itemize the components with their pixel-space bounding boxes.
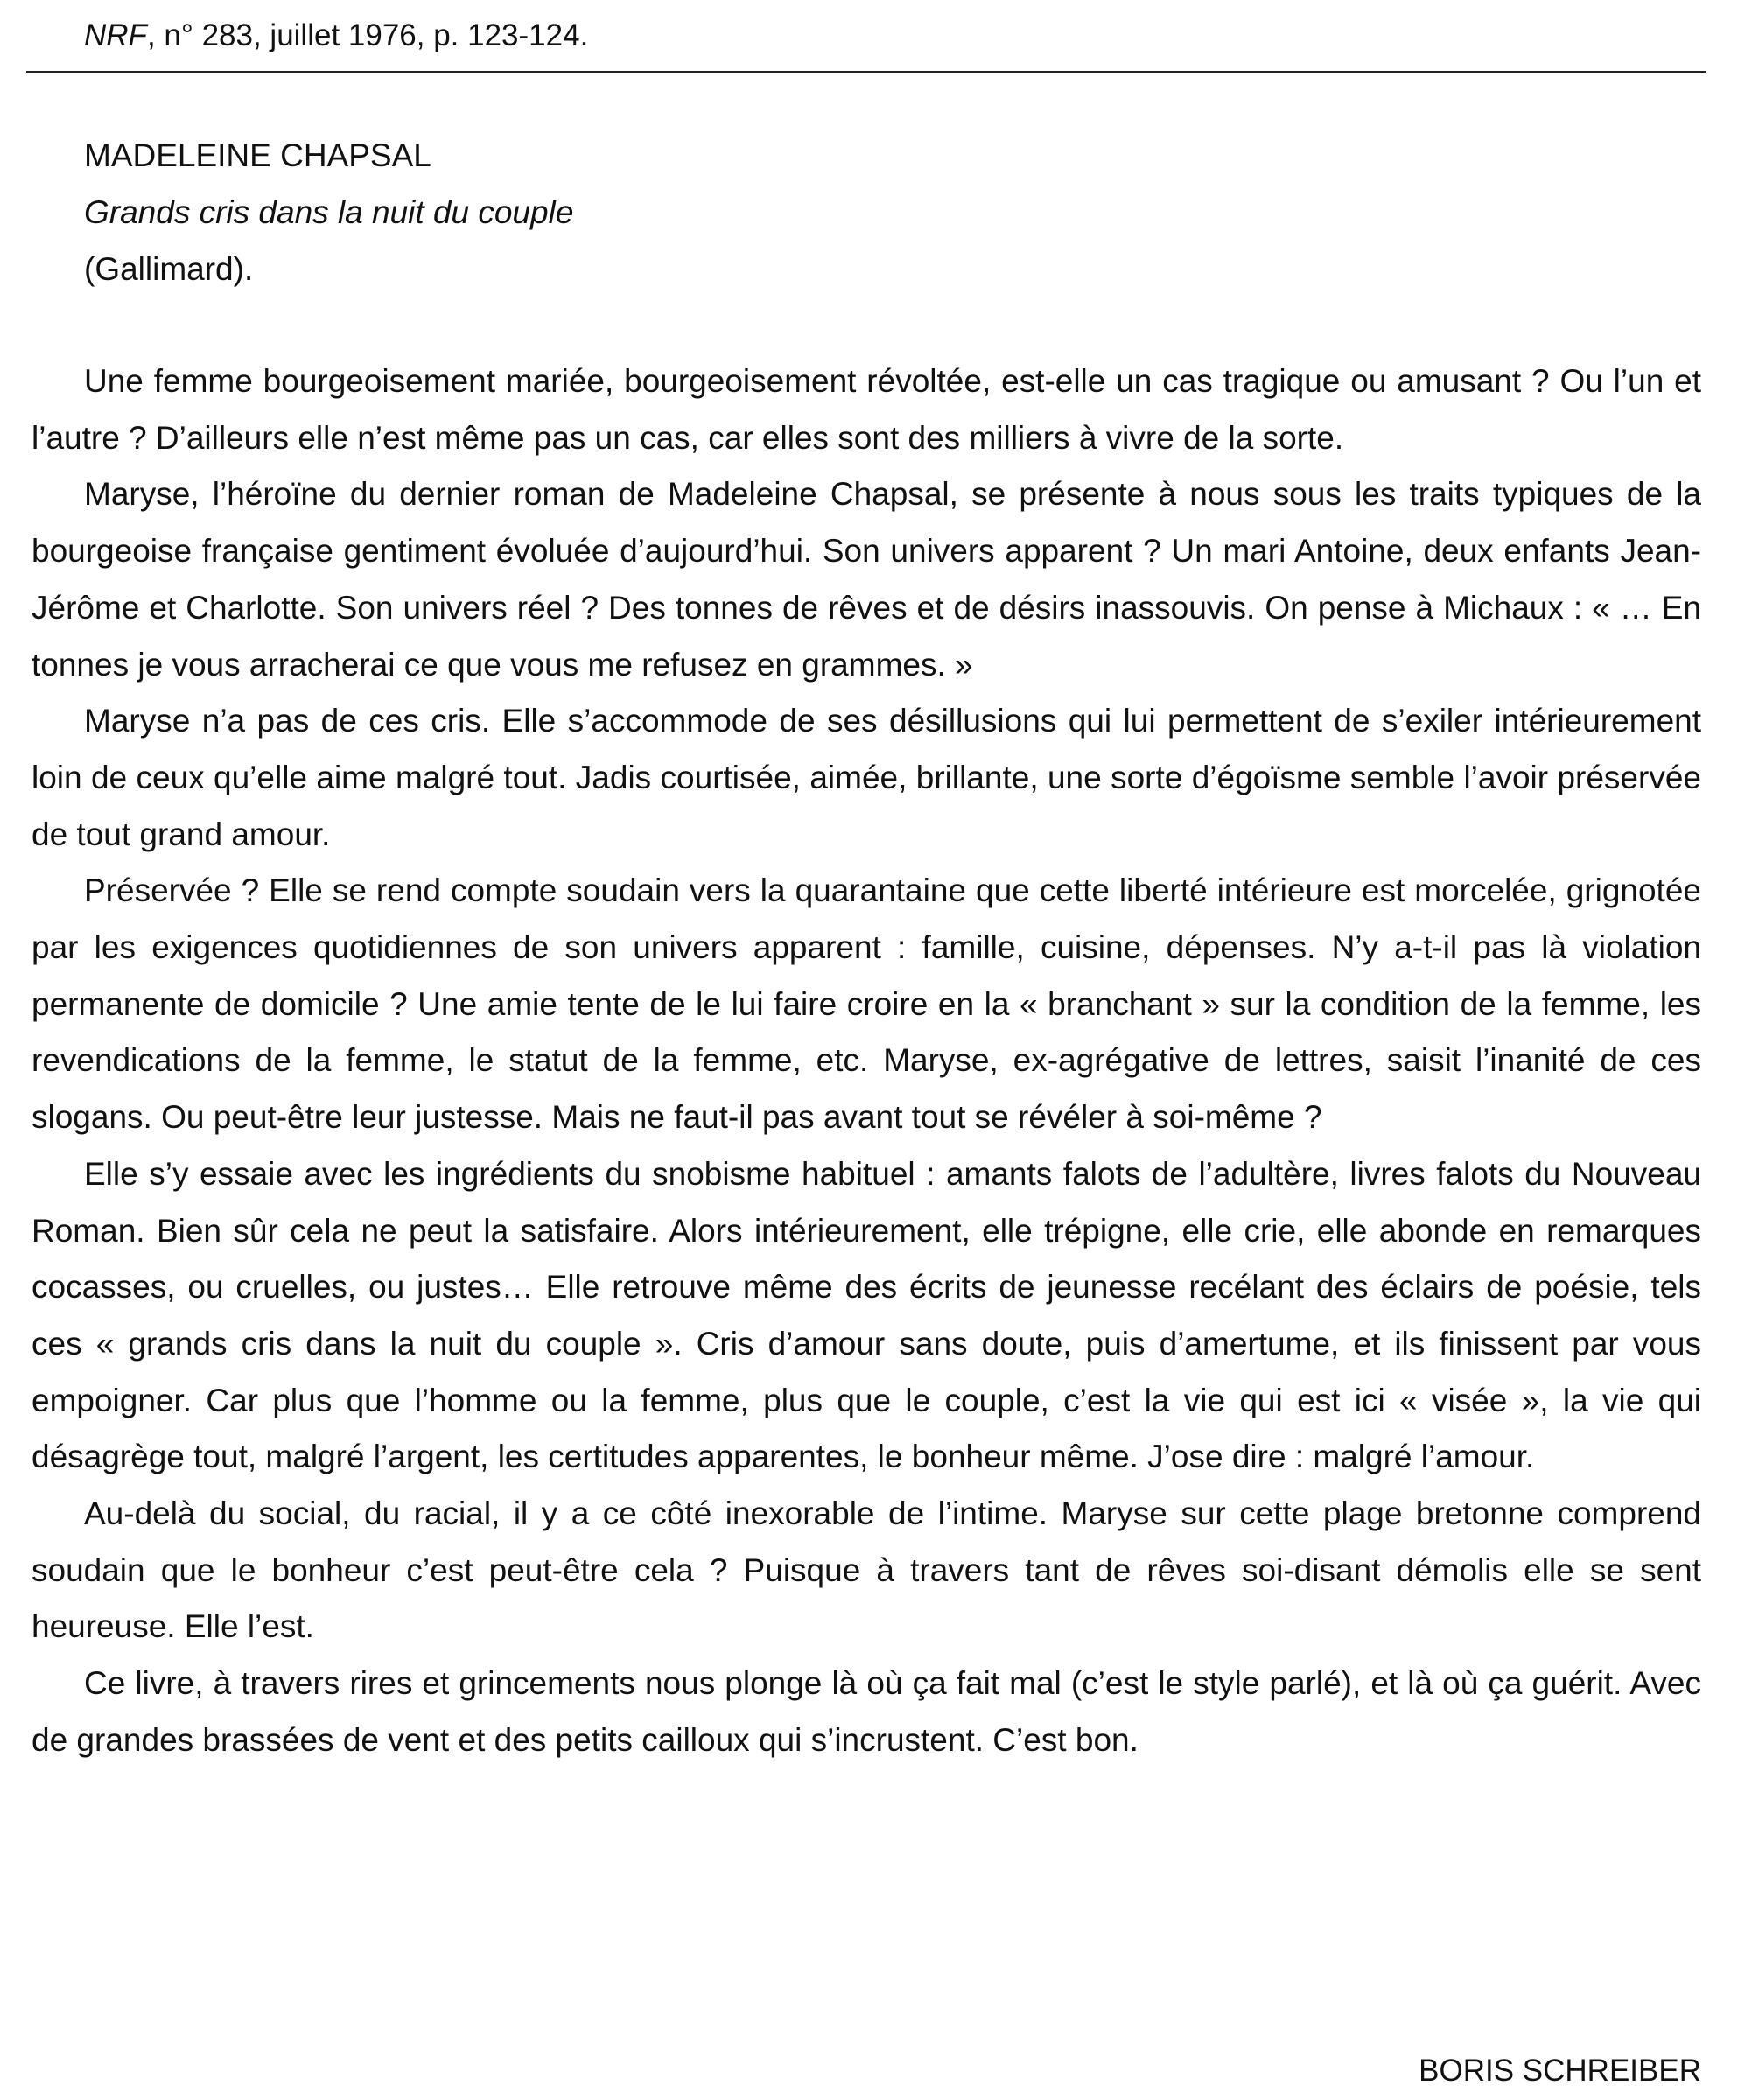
citation-details: , n° 283, juillet 1976, p. 123-124. — [146, 18, 589, 52]
review-body — [32, 354, 1701, 1769]
book-info — [84, 127, 573, 298]
paragraph: Une femme bourgeoisement mariée, bourgeoisement révoltée, est-elle un cas tragique ou amusant ? Ou l’un et l’autre ? D’ailleurs elle n’est même pas un cas, car elles sont des milliers à vivre de la sorte. — [32, 363, 1701, 456]
book-author: MADELEINE CHAPSAL — [84, 137, 431, 173]
journal-name: NRF — [84, 18, 147, 52]
source-citation — [84, 12, 588, 60]
author-signature: BORIS SCHREIBER — [1419, 2054, 1701, 2088]
paragraph: Maryse, l’héroïne du dernier roman de Madeleine Chapsal, se présente à nous sous les traits typiques de la bourgeoise française gentiment évoluée d’aujourd’hui. Son univers apparent ? Un mari Antoine, deux enfants Jean-Jérôme et Charlotte. Son univers réel ? Des tonnes de rêves et de désirs inassouvis. On pense à Michaux : « … En tonnes je vous arracherai ce que vous me refusez en grammes. » — [32, 476, 1701, 682]
book-publisher: (Gallimard). — [84, 251, 254, 287]
paragraph: Maryse n’a pas de ces cris. Elle s’accommode de ses désillusions qui lui permettent de s’exiler intérieurement loin de ceux qu’elle aime malgré tout. Jadis courtisée, aimée, brillante, une sorte d’égoïsme semble l’avoir préservée de tout grand amour. — [32, 703, 1701, 852]
book-title: Grands cris dans la nuit du couple — [84, 194, 574, 230]
header-divider — [26, 71, 1706, 73]
paragraph: Elle s’y essaie avec les ingrédients du snobisme habituel : amants falots de l’adultère, livres falots du Nouveau Roman. Bien sûr cela ne peut la satisfaire. Alors intérieurement, elle trépigne, elle crie, elle abonde en remarques cocasses, ou cruelles, ou justes… Elle retrouve même des écrits de jeunesse recélant des éclairs de poésie, tels ces « grands cris dans la nuit du couple ». Cris d’amour sans doute, puis d’amertume, et ils finissent par vous empoigner. Car plus que l’homme ou la femme, plus que le couple, c’est la vie qui est ici « visée », la vie qui désagrège tout, malgré l’argent, les certitudes apparentes, le bonheur même. J’ose dire : malgré l’amour. — [32, 1155, 1701, 1475]
paragraph: Préservée ? Elle se rend compte soudain vers la quarantaine que cette liberté intérieure est morcelée, grignotée par les exigences quotidiennes de son univers apparent : famille, cuisine, dépenses. N’y a-t-il pas là violation permanente de domicile ? Une amie tente de le lui faire croire en la « branchant » sur la condition de la femme, les revendications de la femme, le statut de la femme, etc. Maryse, ex-agrégative de lettres, saisit l’inanité de ces slogans. Ou peut-être leur justesse. Mais ne faut-il pas avant tout se révéler à soi-même ? — [32, 872, 1701, 1136]
paragraph: Ce livre, à travers rires et grincements nous plonge là où ça fait mal (c’est le style parlé), et là où ça guérit. Avec de grandes brassées de vent et des petits cailloux qui s’incrustent. C’est bon. — [32, 1665, 1701, 1758]
paragraph: Au-delà du social, du racial, il y a ce côté inexorable de l’intime. Maryse sur cette plage bretonne comprend soudain que le bonheur c’est peut-être cela ? Puisque à travers tant de rêves soi-disant démolis elle se sent heureuse. Elle l’est. — [32, 1495, 1701, 1645]
